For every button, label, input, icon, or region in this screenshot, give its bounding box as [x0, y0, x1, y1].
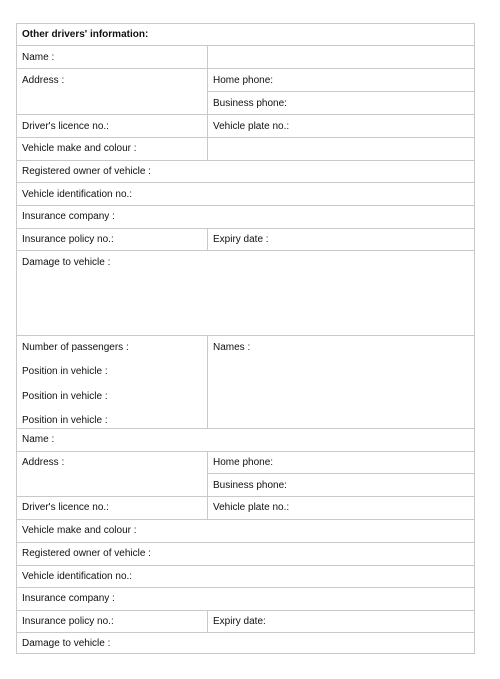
row-divider [17, 250, 474, 251]
row-divider [17, 160, 474, 161]
row-divider [17, 587, 474, 588]
driver1-expiry-label: Expiry date : [213, 234, 269, 245]
driver1-policy-label: Insurance policy no.: [22, 234, 114, 245]
driver1-name-label: Name : [22, 52, 55, 63]
driver1-vin-label: Vehicle identification no.: [22, 189, 133, 200]
row-divider [17, 451, 474, 452]
driver2-business-phone-label: Business phone: [213, 480, 287, 491]
column-divider [207, 451, 208, 519]
passenger-position-label: Position in vehicle : [22, 415, 108, 426]
driver2-vin-label: Vehicle identification no.: [22, 571, 133, 582]
driver1-licence-label: Driver's licence no.: [22, 121, 109, 132]
driver1-insurance-company-label: Insurance company : [22, 211, 115, 222]
driver2-make-colour-label: Vehicle make and colour : [22, 525, 137, 536]
row-divider [17, 228, 474, 229]
driver2-expiry-label: Expiry date: [213, 616, 266, 627]
driver2-home-phone-label: Home phone: [213, 457, 274, 468]
driver2-owner-label: Registered owner of vehicle : [22, 548, 151, 559]
driver1-home-phone-label: Home phone: [213, 75, 274, 86]
driver2-name-label: Name : [22, 434, 55, 445]
row-divider [17, 137, 474, 138]
passenger-position-label: Position in vehicle : [22, 391, 108, 402]
passengers-number-label: Number of passengers : [22, 342, 129, 353]
column-divider [207, 610, 208, 632]
row-divider [17, 496, 474, 497]
row-divider [208, 91, 474, 92]
row-divider [17, 542, 474, 543]
row-divider [17, 565, 474, 566]
driver1-address-label: Address : [22, 75, 65, 86]
row-divider [208, 473, 474, 474]
passengers-names-label: Names : [213, 342, 251, 353]
row-divider [17, 205, 474, 206]
driver2-plate-label: Vehicle plate no.: [213, 502, 290, 513]
driver1-make-colour-label: Vehicle make and colour : [22, 143, 137, 154]
row-divider [17, 428, 474, 429]
driver2-address-label: Address : [22, 457, 65, 468]
driver1-business-phone-label: Business phone: [213, 98, 287, 109]
driver2-policy-label: Insurance policy no.: [22, 616, 114, 627]
column-divider [207, 335, 208, 428]
row-divider [17, 610, 474, 611]
driver2-damage-label: Damage to vehicle : [22, 638, 111, 649]
other-drivers-form [16, 23, 475, 654]
driver2-licence-label: Driver's licence no.: [22, 502, 109, 513]
driver2-insurance-company-label: Insurance company : [22, 593, 115, 604]
row-divider [17, 632, 474, 633]
driver1-damage-label: Damage to vehicle : [22, 257, 111, 268]
passenger-position-label: Position in vehicle : [22, 366, 108, 377]
column-divider [207, 228, 208, 250]
row-divider [17, 519, 474, 520]
column-divider [207, 68, 208, 160]
row-divider [17, 335, 474, 336]
column-divider [207, 45, 208, 68]
driver1-plate-label: Vehicle plate no.: [213, 121, 290, 132]
row-divider [17, 182, 474, 183]
row-divider [17, 114, 474, 115]
section-title: Other drivers' information: [22, 29, 149, 40]
row-divider [17, 68, 474, 69]
row-divider [17, 45, 474, 46]
driver1-owner-label: Registered owner of vehicle : [22, 166, 151, 177]
